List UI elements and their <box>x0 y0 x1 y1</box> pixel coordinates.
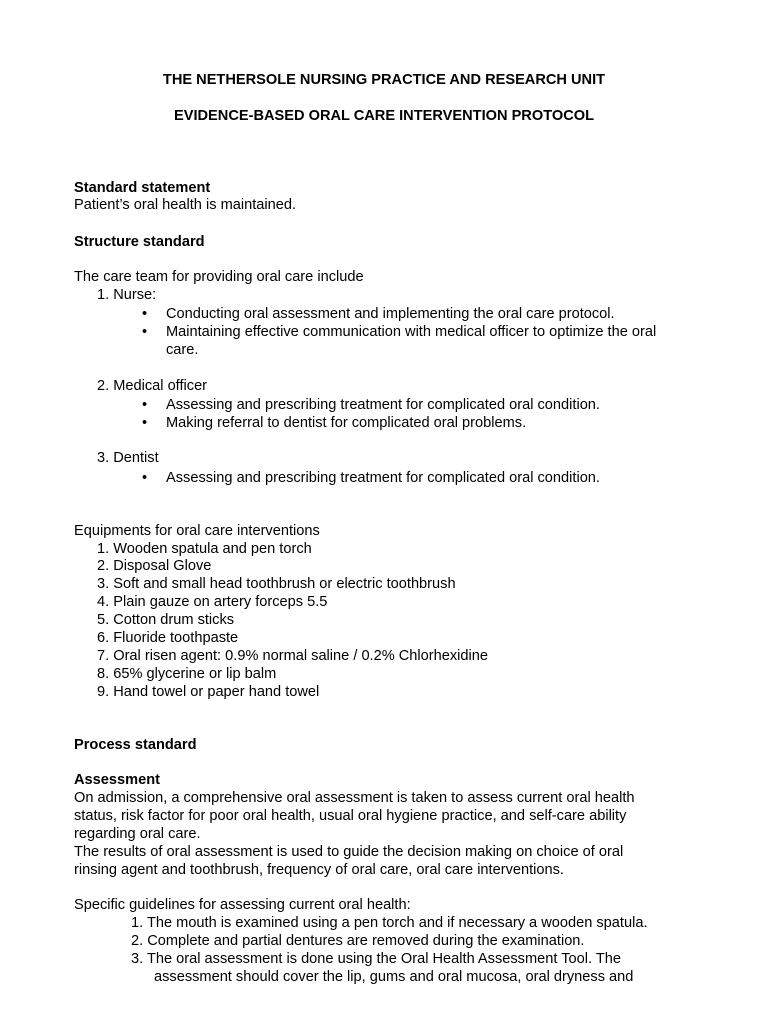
equipment-item: 2. Disposal Glove <box>97 558 212 574</box>
assessment-heading: Assessment <box>74 772 160 788</box>
list-item: Assessing and prescribing treatment for complicated oral condition. <box>166 470 600 486</box>
list-item: Assessing and prescribing treatment for complicated oral condition. <box>166 397 600 413</box>
standard-statement-heading: Standard statement <box>74 180 211 196</box>
equipment-item: 4. Plain gauze on artery forceps 5.5 <box>97 594 328 610</box>
equipment-item: 8. 65% glycerine or lip balm <box>97 666 277 682</box>
role-label-nurse: 1. Nurse: <box>97 287 157 303</box>
bullet-dot-icon: • <box>142 415 148 431</box>
bullet-dot-icon: • <box>142 306 148 322</box>
bullet-dot-icon: • <box>142 324 148 340</box>
list-item: Maintaining effective communication with medical officer to optimize the oral <box>166 324 657 340</box>
guideline-item: 2. Complete and partial dentures are removed during the examination. <box>131 933 585 949</box>
assessment-text-line: regarding oral care. <box>74 826 201 842</box>
guideline-item: 3. The oral assessment is done using the Oral Health Assessment Tool. The <box>131 951 621 967</box>
equipment-heading: Equipments for oral care interventions <box>74 523 320 539</box>
guideline-item: 1. The mouth is examined using a pen torch and if necessary a wooden spatula. <box>131 915 648 931</box>
process-standard-heading: Process standard <box>74 737 197 753</box>
header-protocol-title: EVIDENCE-BASED ORAL CARE INTERVENTION PROTOCOL <box>173 108 595 124</box>
bullet-dot-icon: • <box>142 397 148 413</box>
equipment-item: 9. Hand towel or paper hand towel <box>97 684 320 700</box>
standard-statement-text: Patient’s oral health is maintained. <box>74 197 297 213</box>
assessment-text-line: status, risk factor for poor oral health, usual oral hygiene practice, and self-care ability <box>74 808 627 824</box>
equipment-item: 1. Wooden spatula and pen torch <box>97 541 312 557</box>
bullet-dot-icon: • <box>142 470 148 486</box>
guidelines-intro: Specific guidelines for assessing current oral health: <box>74 897 411 913</box>
guideline-item-continuation: assessment should cover the lip, gums and oral mucosa, oral dryness and <box>154 969 634 985</box>
assessment-text-line: rinsing agent and toothbrush, frequency of oral care, oral care interventions. <box>74 862 564 878</box>
assessment-text-line: The results of oral assessment is used to guide the decision making on choice of oral <box>74 844 624 860</box>
list-item: Making referral to dentist for complicated oral problems. <box>166 415 527 431</box>
header-unit-title: THE NETHERSOLE NURSING PRACTICE AND RESEARCH UNIT <box>162 72 606 88</box>
role-label-dentist: 3. Dentist <box>97 450 159 466</box>
role-label-medical-officer: 2. Medical officer <box>97 378 208 394</box>
care-team-intro: The care team for providing oral care include <box>74 269 364 285</box>
equipment-item: 5. Cotton drum sticks <box>97 612 235 628</box>
structure-standard-heading: Structure standard <box>74 234 205 250</box>
equipment-item: 3. Soft and small head toothbrush or electric toothbrush <box>97 576 456 592</box>
list-item: Conducting oral assessment and implementing the oral care protocol. <box>166 306 615 322</box>
assessment-text-line: On admission, a comprehensive oral assessment is taken to assess current oral health <box>74 790 635 806</box>
equipment-item: 7. Oral risen agent: 0.9% normal saline / 0.2% Chlorhexidine <box>97 648 488 664</box>
list-item-continuation: care. <box>166 342 199 358</box>
equipment-item: 6. Fluoride toothpaste <box>97 630 239 646</box>
